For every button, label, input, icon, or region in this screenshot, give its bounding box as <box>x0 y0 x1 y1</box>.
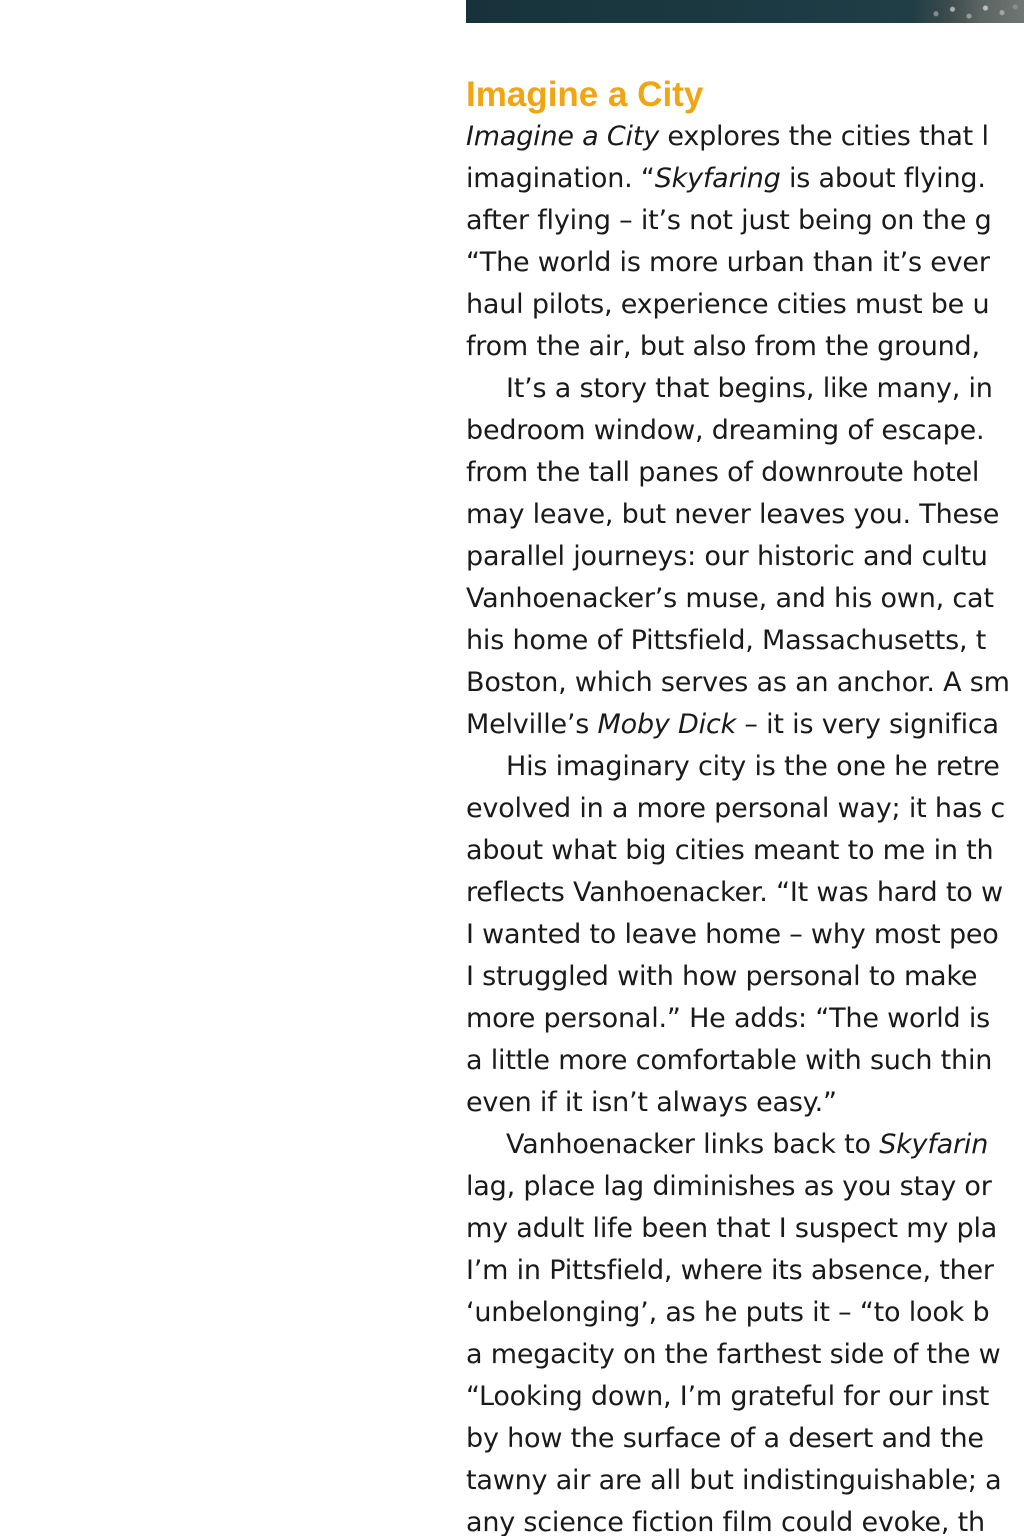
section-heading: Imagine a City <box>466 75 704 114</box>
text-segment: a megacity on the farthest side of the w <box>466 1339 1001 1370</box>
text-segment: by how the surface of a desert and the <box>466 1423 984 1454</box>
text-segment: I struggled with how personal to make <box>466 961 978 992</box>
text-segment: his home of Pittsfield, Massachusetts, t <box>466 625 987 656</box>
text-line <box>466 368 1024 410</box>
text-line <box>466 410 1024 452</box>
text-segment: lag, place lag diminishes as you stay or <box>466 1171 992 1202</box>
italic-title: Skyfarin <box>879 1129 989 1160</box>
text-segment: I wanted to leave home – why most peo <box>466 919 999 950</box>
text-segment: parallel journeys: our historic and cultu <box>466 541 988 572</box>
text-line <box>466 1250 1024 1292</box>
text-line <box>466 788 1024 830</box>
italic-title: Skyfaring <box>654 163 781 194</box>
text-line <box>466 620 1024 662</box>
text-segment: imagination. “ <box>466 163 655 194</box>
text-segment: may leave, but never leaves you. These <box>466 499 1000 530</box>
text-segment: Boston, which serves as an anchor. A sm <box>466 667 1010 698</box>
text-segment: bedroom window, dreaming of escape. <box>466 415 985 446</box>
text-segment: ‘unbelonging’, as he puts it – “to look b <box>466 1297 990 1328</box>
photo-edge-image <box>466 0 1024 23</box>
text-segment: explores the cities that l <box>659 121 989 152</box>
text-segment: “Looking down, I’m grateful for our inst <box>466 1381 990 1412</box>
italic-title: Imagine a City <box>466 121 660 152</box>
text-segment: tawny air are all but indistinguishable; a <box>466 1465 1002 1496</box>
text-line <box>466 746 1024 788</box>
text-line <box>466 1292 1024 1334</box>
photo-detail <box>914 0 1024 23</box>
text-segment: from the air, but also from the ground, <box>466 331 980 362</box>
text-segment: I’m in Pittsfield, where its absence, ther <box>466 1255 994 1286</box>
text-line <box>466 1040 1024 1082</box>
text-segment: It’s a story that begins, like many, in <box>506 373 993 404</box>
text-line <box>466 1208 1024 1250</box>
text-line <box>466 1166 1024 1208</box>
text-segment: reflects Vanhoenacker. “It was hard to w <box>466 877 1003 908</box>
text-segment: His imaginary city is the one he retre <box>506 751 1000 782</box>
text-line <box>466 1082 1024 1124</box>
text-line <box>466 242 1024 284</box>
text-line <box>466 1124 1024 1166</box>
text-line <box>466 1460 1024 1502</box>
text-line <box>466 284 1024 326</box>
text-line <box>466 662 1024 704</box>
text-segment: a little more comfortable with such thin <box>466 1045 993 1076</box>
text-line <box>466 158 1024 200</box>
text-segment: any science fiction film could evoke, th <box>466 1507 985 1536</box>
text-line <box>466 578 1024 620</box>
text-line <box>466 536 1024 578</box>
text-segment: my adult life been that I suspect my pla <box>466 1213 998 1244</box>
text-segment: even if it isn’t always easy.” <box>466 1087 837 1118</box>
text-line <box>466 998 1024 1040</box>
text-segment: is about flying. <box>780 163 986 194</box>
text-segment: “The world is more urban than it’s ever <box>466 247 990 278</box>
text-line <box>466 116 1024 158</box>
article-body <box>466 116 1024 1536</box>
text-line <box>466 452 1024 494</box>
text-segment: about what big cities meant to me in th <box>466 835 994 866</box>
text-line <box>466 1376 1024 1418</box>
text-line <box>466 1334 1024 1376</box>
article-column <box>466 74 1024 1536</box>
italic-title: Moby Dick <box>597 709 737 740</box>
text-line <box>466 1418 1024 1460</box>
text-segment: Vanhoenacker links back to <box>506 1129 880 1160</box>
text-line <box>466 830 1024 872</box>
text-line <box>466 200 1024 242</box>
text-line <box>466 872 1024 914</box>
text-segment: – it is very significa <box>736 709 999 740</box>
text-line <box>466 1502 1024 1536</box>
text-segment: Vanhoenacker’s muse, and his own, cat <box>466 583 994 614</box>
text-line <box>466 494 1024 536</box>
text-segment: haul pilots, experience cities must be u <box>466 289 990 320</box>
text-line <box>466 956 1024 998</box>
text-segment: after flying – it’s not just being on the g <box>466 205 992 236</box>
text-segment: evolved in a more personal way; it has c <box>466 793 1006 824</box>
text-line <box>466 326 1024 368</box>
text-segment: more personal.” He adds: “The world is <box>466 1003 991 1034</box>
text-line <box>466 914 1024 956</box>
text-segment: from the tall panes of downroute hotel <box>466 457 980 488</box>
text-line <box>466 704 1024 746</box>
text-segment: Melville’s <box>466 709 598 740</box>
